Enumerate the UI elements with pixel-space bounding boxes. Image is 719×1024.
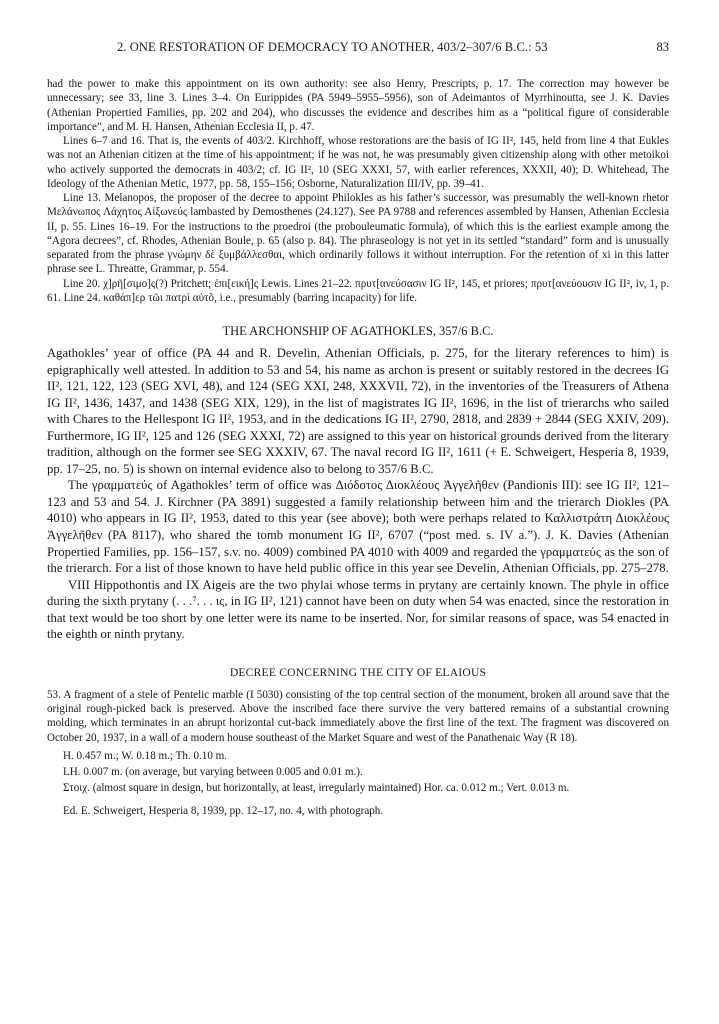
body-paragraph: The γραμματεύς of Agathokles’ term of office was Διόδοτος Διοκλέους Ἀγγελῆθεν (Pandionis III): see IG II², 121–123 and 53 and 54. J. Kirchner (PA 3891) suggested a family relationship between him and the trierarch Diokles (PA 4010) who appears in IG II², 1953, dated to this year (see above); both were perhaps related to Καλλιστράτη Διοκλέους Ἀγγελῆθεν (PA 8117), who shared the tomb monument IG II², 6707 (“post med. s. IV a.”). J. K. Davies (Athenian Propertied Families, pp. 156–157, s.v. no. 4009) combined PA 4010 with 4009 and regarded the γραμματεύς as the son of the trierarch. For a list of those known to have held public office in this year see Develin, Athenian Officials, pp. 275–278.: [47, 478, 669, 576]
page-number: 83: [656, 40, 669, 54]
body-paragraph: VIII Hippothontis and IX Aigeis are the two phylai whose terms in prytany are certainly known. The phyle in office during the sixth prytany (. . .⁷. . . ις, in IG II², 121) cannot have been on duty when 54 was enacted, since the restoration in that text would be too short by one letter were its name to be inserted. Nor, for similar reasons of space, was 54 enacted in the eighth or ninth prytany.: [47, 577, 669, 642]
decree-section: [47, 688, 669, 818]
archonship-section: [47, 345, 669, 643]
decree-edition: Ed. E. Schweigert, Hesperia 8, 1939, pp. 12–17, no. 4, with photograph.: [63, 804, 384, 817]
decree-letter-height: LH. 0.007 m. (on average, but varying between 0.005 and 0.01 m.).: [63, 766, 363, 779]
note-paragraph: had the power to make this appointment on its own authority: see also Henry, Prescripts, p. 17. The correction may however be unnecessary; see 33, line 3. Lines 3–4. On Eurippides (PA 5949–5955–5956), son of Adeimantos of Myrrhinoutta, see J. K. Davies (Athenian Propertied Families, pp. 202 and 204), who discusses the evidence and describes him as a “political figure of considerable importance”, and M. H. Hansen, Athenian Ecclesia II, p. 47.: [47, 78, 669, 133]
decree-dimensions: H. 0.457 m.; W. 0.18 m.; Th. 0.10 m.: [63, 749, 228, 762]
note-paragraph: Line 13. Melanopos, the proposer of the decree to appoint Philokles as his father’s successor, was presumably the well-known rhetor Μελάνωπος Λάχητος Αἰξωνεύς lambasted by Demosthenes (24.127). See PA 9788 and references assembled by Hansen, Athenian Ecclesia II, p. 55. Lines 16–19. For the instructions to the proedroi (the probouleumatic formula), of which this is the earliest example among the “Agora decrees”, cf. Rhodes, Athenian Boule, p. 65 (also p. 84). The phraseology is not yet in its settled “standard” form and is unusually separated from the phrase γνώμην δὲ ξυμβάλλεσθαι, which ordinarily follows it without interruption. For the retention of xi in this latter phrase see L. Threatte, Grammar, p. 554.: [47, 192, 669, 276]
section-title-decree: DECREE CONCERNING THE CITY OF ELAIOUS: [229, 665, 487, 679]
decree-stoichedon: Στοιχ. (almost square in design, but horizontally, at least, irregularly maintained) Hor. ca. 0.012 m.; Vert. 0.013 m.: [63, 782, 570, 795]
running-header: [47, 40, 669, 56]
note-paragraph: Lines 6–7 and 16. That is, the events of 403/2. Kirchhoff, whose restorations are the basis of IG II², 145, held from line 4 that Eukles was not an Athenian citizen at the time of his appointment; if he was not, he was presumably given citizenship along with other metoikoi who actively supported the democrats in 403/2; cf. IG II², 10 (SEG XXXI, 57, with earlier references, XXXII, 40); D. Whitehead, The Ideology of the Athenian Metic, 1977, pp. 58, 155–156; Osborne, Naturalization III/IV, pp. 39–41.: [47, 135, 669, 190]
decree-description: 53. A fragment of a stele of Pentelic marble (I 5030) consisting of the top central section of the monument, broken all around save that the original rough-picked back is preserved. Above the inscribed face there survive the very battered remains of a substantial crowning molding, which terminates in an abrupt horizontal cut-back immediately above the first line of the text. The fragment was discovered on October 20, 1937, in a wall of a modern house southeast of the Market Square and west of the Panathenaic Way (R 18).: [47, 688, 669, 744]
body-paragraph: Agathokles’ year of office (PA 44 and R. Develin, Athenian Officials, p. 275, for the literary references to him) is epigraphically well attested. In addition to 53 and 54, his name as archon is present or suitably restored in the decrees IG II², 121, 122, 123 (SEG XVI, 48), and 124 (SEG XXI, 248, XXXVII, 72), in the inventories of the Treasurers of Athena IG II², 1436, 1437, and 1438 (SEG XIX, 129), in the list of magistrates IG II², 1696, in the list of trierarchs who sailed with Chares to the Hellespont IG II², 1953, and in the dedications IG II², 2790, 2818, and 2839 + 2844 (SEG XXIV, 209). Furthermore, IG II², 125 and 126 (SEG XXXI, 72) are assigned to this year on historical grounds derived from the literary tradition, although on the former see SEG XXXIV, 67. The naval record IG II², 1611 (+ E. Schweigert, Hesperia 8, 1939, pp. 17–25, no. 5) is shown on internal evidence also to belong to 357/6 B.C.: [47, 346, 669, 476]
commentary-notes: [47, 77, 669, 305]
page: [47, 40, 669, 818]
section-title-archonship: THE ARCHONSHIP OF AGATHOKLES, 357/6 B.C.: [222, 324, 494, 338]
running-title: 2. ONE RESTORATION OF DEMOCRACY TO ANOTHER, 403/2–307/6 B.C.: 53: [117, 40, 548, 54]
note-paragraph: Line 20. χ]ρῆ[σιμο]ς(?) Pritchett; ἐπι[εική]ς Lewis. Lines 21–22. πρυτ[ανεύσασιν IG II², 145, et priores; πρυτ[ανεύουσιν IG II², iv, 1, p. 61. Line 24. καθάπ]ερ τῶι πατρὶ αὐτõ, i.e., presumably (barring incapacity) for life.: [47, 277, 669, 304]
